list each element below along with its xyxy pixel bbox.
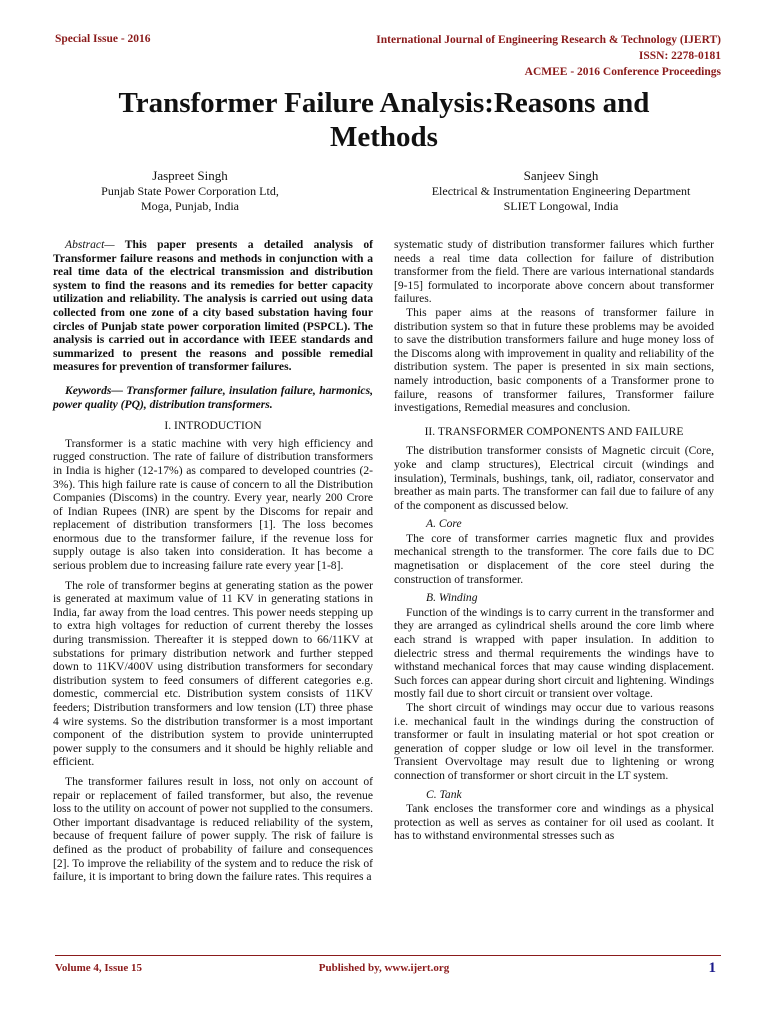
paragraph: Tank encloses the transformer core and windings as a physical protection as well as serves as container for oil used as coolant. It has to withstand environmental stresses such as: [394, 802, 714, 843]
paragraph: The transformer failures result in loss, not only on account of repair or replacement of failed transformer, but also, the revenue loss to the utility on account of power not supplied to the consumers. Other important disadvantage is reduced reliability of the system, because of frequent failure of power supply. The risk of failure is defined as the product of probability of failure and consequences [2]. To improve the reliability of the system and to reduce the risk of failure, it is important to bring down the failure rates. This requires a: [53, 774, 373, 884]
abstract-label: Abstract—: [65, 238, 115, 251]
paragraph: The short circuit of windings may occur due to various reasons i.e. mechanical fault in the windings during the construction of transformer or fault in insulating material or hot spot creation or generation of copper sludge or low oil level in the transformer. Transient Overvoltage may result due to lightening or wrong connection of transformer or short circuit in the LT system.: [394, 701, 714, 782]
footer-divider: [55, 955, 721, 956]
section-heading-introduction: I. INTRODUCTION: [164, 419, 262, 433]
author-1: [60, 168, 320, 214]
paragraph: The core of transformer carries magnetic flux and provides mechanical strength to the transformer. The core fails due to DC magnetisation or displacement of the core steel during the construction of transformer.: [394, 531, 714, 586]
abstract-text: This paper presents a detailed analysis of Transformer failure reasons and methods in conjunction with a real time data of the electrical transmission and distribution system to find the reasons and its remedies for better capacity utilization and reliability. The analysis is carried out using data collected from one zone of a city based substation having four circles of Punjab state power corporation limited (PSPCL). The analysis is carried out in accordance with IEEE standards and summarized to present the reasons and possible remedial measures for prevention of transformer failures.: [53, 238, 373, 374]
footer-volume: Volume 4, Issue 15: [55, 962, 142, 974]
keywords: [53, 384, 373, 411]
title-line-2: Methods: [330, 121, 438, 153]
author-location: SLIET Longowal, India: [503, 199, 619, 213]
paragraph: The distribution transformer consists of Magnetic circuit (Core, yoke and clamp structures), Electrical circuit (windings and insulation), Terminals, bushings, tank, oil, radiator, conservator and breather as main parts. The transformer can fail due to failure of any of the component as discussed below.: [394, 444, 714, 512]
keywords-label: Keywords—: [65, 383, 123, 397]
paper-title: [40, 86, 728, 154]
conference-name: ACMEE - 2016 Conference Proceedings: [524, 66, 721, 78]
paragraph: The role of transformer begins at generating station as the power is generated at maximum value of 11 KV in generating stations in India, far away from the load centres. This power needs stepping up to extra high voltages for reduction of current thereby the losses during transmission. Thereafter it is stepped down to 66/11KV at substations for primary distribution network and further stepped down to 11KV/400V using distribution transformers for secondary distribution system to feed consumers of different categories e.g. domestic, commercial etc. Distribution system consists of 11KV feeders; Distribution transformers and low tension (LT) three phase 4 wire systems. So the distribution transformer is a most important component of the distribution system to provide uninterrupted power supply to the consumers and it should be highly reliable and efficient.: [53, 578, 373, 769]
author-2: [400, 168, 722, 214]
abstract: [53, 238, 373, 374]
section-heading-components: II. TRANSFORMER COMPONENTS AND FAILURE: [424, 424, 684, 438]
subsection-heading-core: A. Core: [426, 517, 462, 531]
subsection-heading-tank: C. Tank: [426, 787, 462, 801]
keywords-text: Transformer failure, insulation failure, harmonics, power quality (PQ), distribution transformers.: [53, 383, 373, 411]
footer-publisher: Published by, www.ijert.org: [318, 962, 450, 974]
author-affiliation: Electrical & Instrumentation Engineering Department: [431, 184, 691, 198]
left-column: [53, 238, 373, 884]
right-column: [394, 238, 714, 843]
paragraph: Function of the windings is to carry current in the transformer and they are arranged as cylindrical shells around the core limb where each strand is wrapped with paper insulation. In addition to dielectric stress and thermal requirements the windings have to withstand mechanical forces that may cause winding displacement. Such forces can appear during short circuit and lightening. Windings mostly fail due to short circuit or transient over voltage.: [394, 605, 714, 701]
author-location: Moga, Punjab, India: [141, 199, 239, 213]
issn: ISSN: 2278-0181: [638, 50, 721, 62]
page-number: 1: [708, 960, 716, 976]
author-name: Jaspreet Singh: [152, 168, 228, 183]
author-affiliation: Punjab State Power Corporation Ltd,: [101, 184, 279, 198]
subsection-heading-winding: B. Winding: [426, 591, 478, 605]
paragraph: This paper aims at the reasons of transformer failure in distribution system so that in future these problems may be avoided to save the distribution transformers failure and huge money loss of the Discoms along with improvement in quality and reliability of the distribution system. The paper is presented in six main sections, namely introduction, basic components of a Transformer prone to failure, reasons of transformer failures, Transformer failure investigations, Remedial measures and conclusion.: [394, 305, 714, 415]
journal-header: [376, 32, 721, 80]
paragraph: Transformer is a static machine with very high efficiency and rugged construction. The rate of failure of distribution transformers in India is higher (12-17%) as compared to developed countries (2-3%). This high failure rate is cause of concern to all the Distribution Companies (Discoms) in the country. Every year, nearly 200 Crore of Indian Rupees (INR) are spent by the Discoms for repair and replacement of distribution transformers [1]. The loss becomes enormous due to the transformer failure, if the revenue loss for supply outage is also taken into consideration. It has become a serious problem due to increasing failure rate every year [1-8].: [53, 436, 373, 573]
author-name: Sanjeev Singh: [523, 168, 599, 183]
journal-issue: Special Issue - 2016: [55, 33, 151, 45]
title-line-1: Transformer Failure Analysis:Reasons and: [118, 87, 650, 119]
paragraph: systematic study of distribution transformer failures which further needs a real time data collection for failure of distribution transformer from the field. There are various international standards [9-15] formulated to incorporate above concern about transformer failures.: [394, 238, 714, 306]
journal-name: International Journal of Engineering Research & Technology (IJERT): [376, 34, 721, 46]
